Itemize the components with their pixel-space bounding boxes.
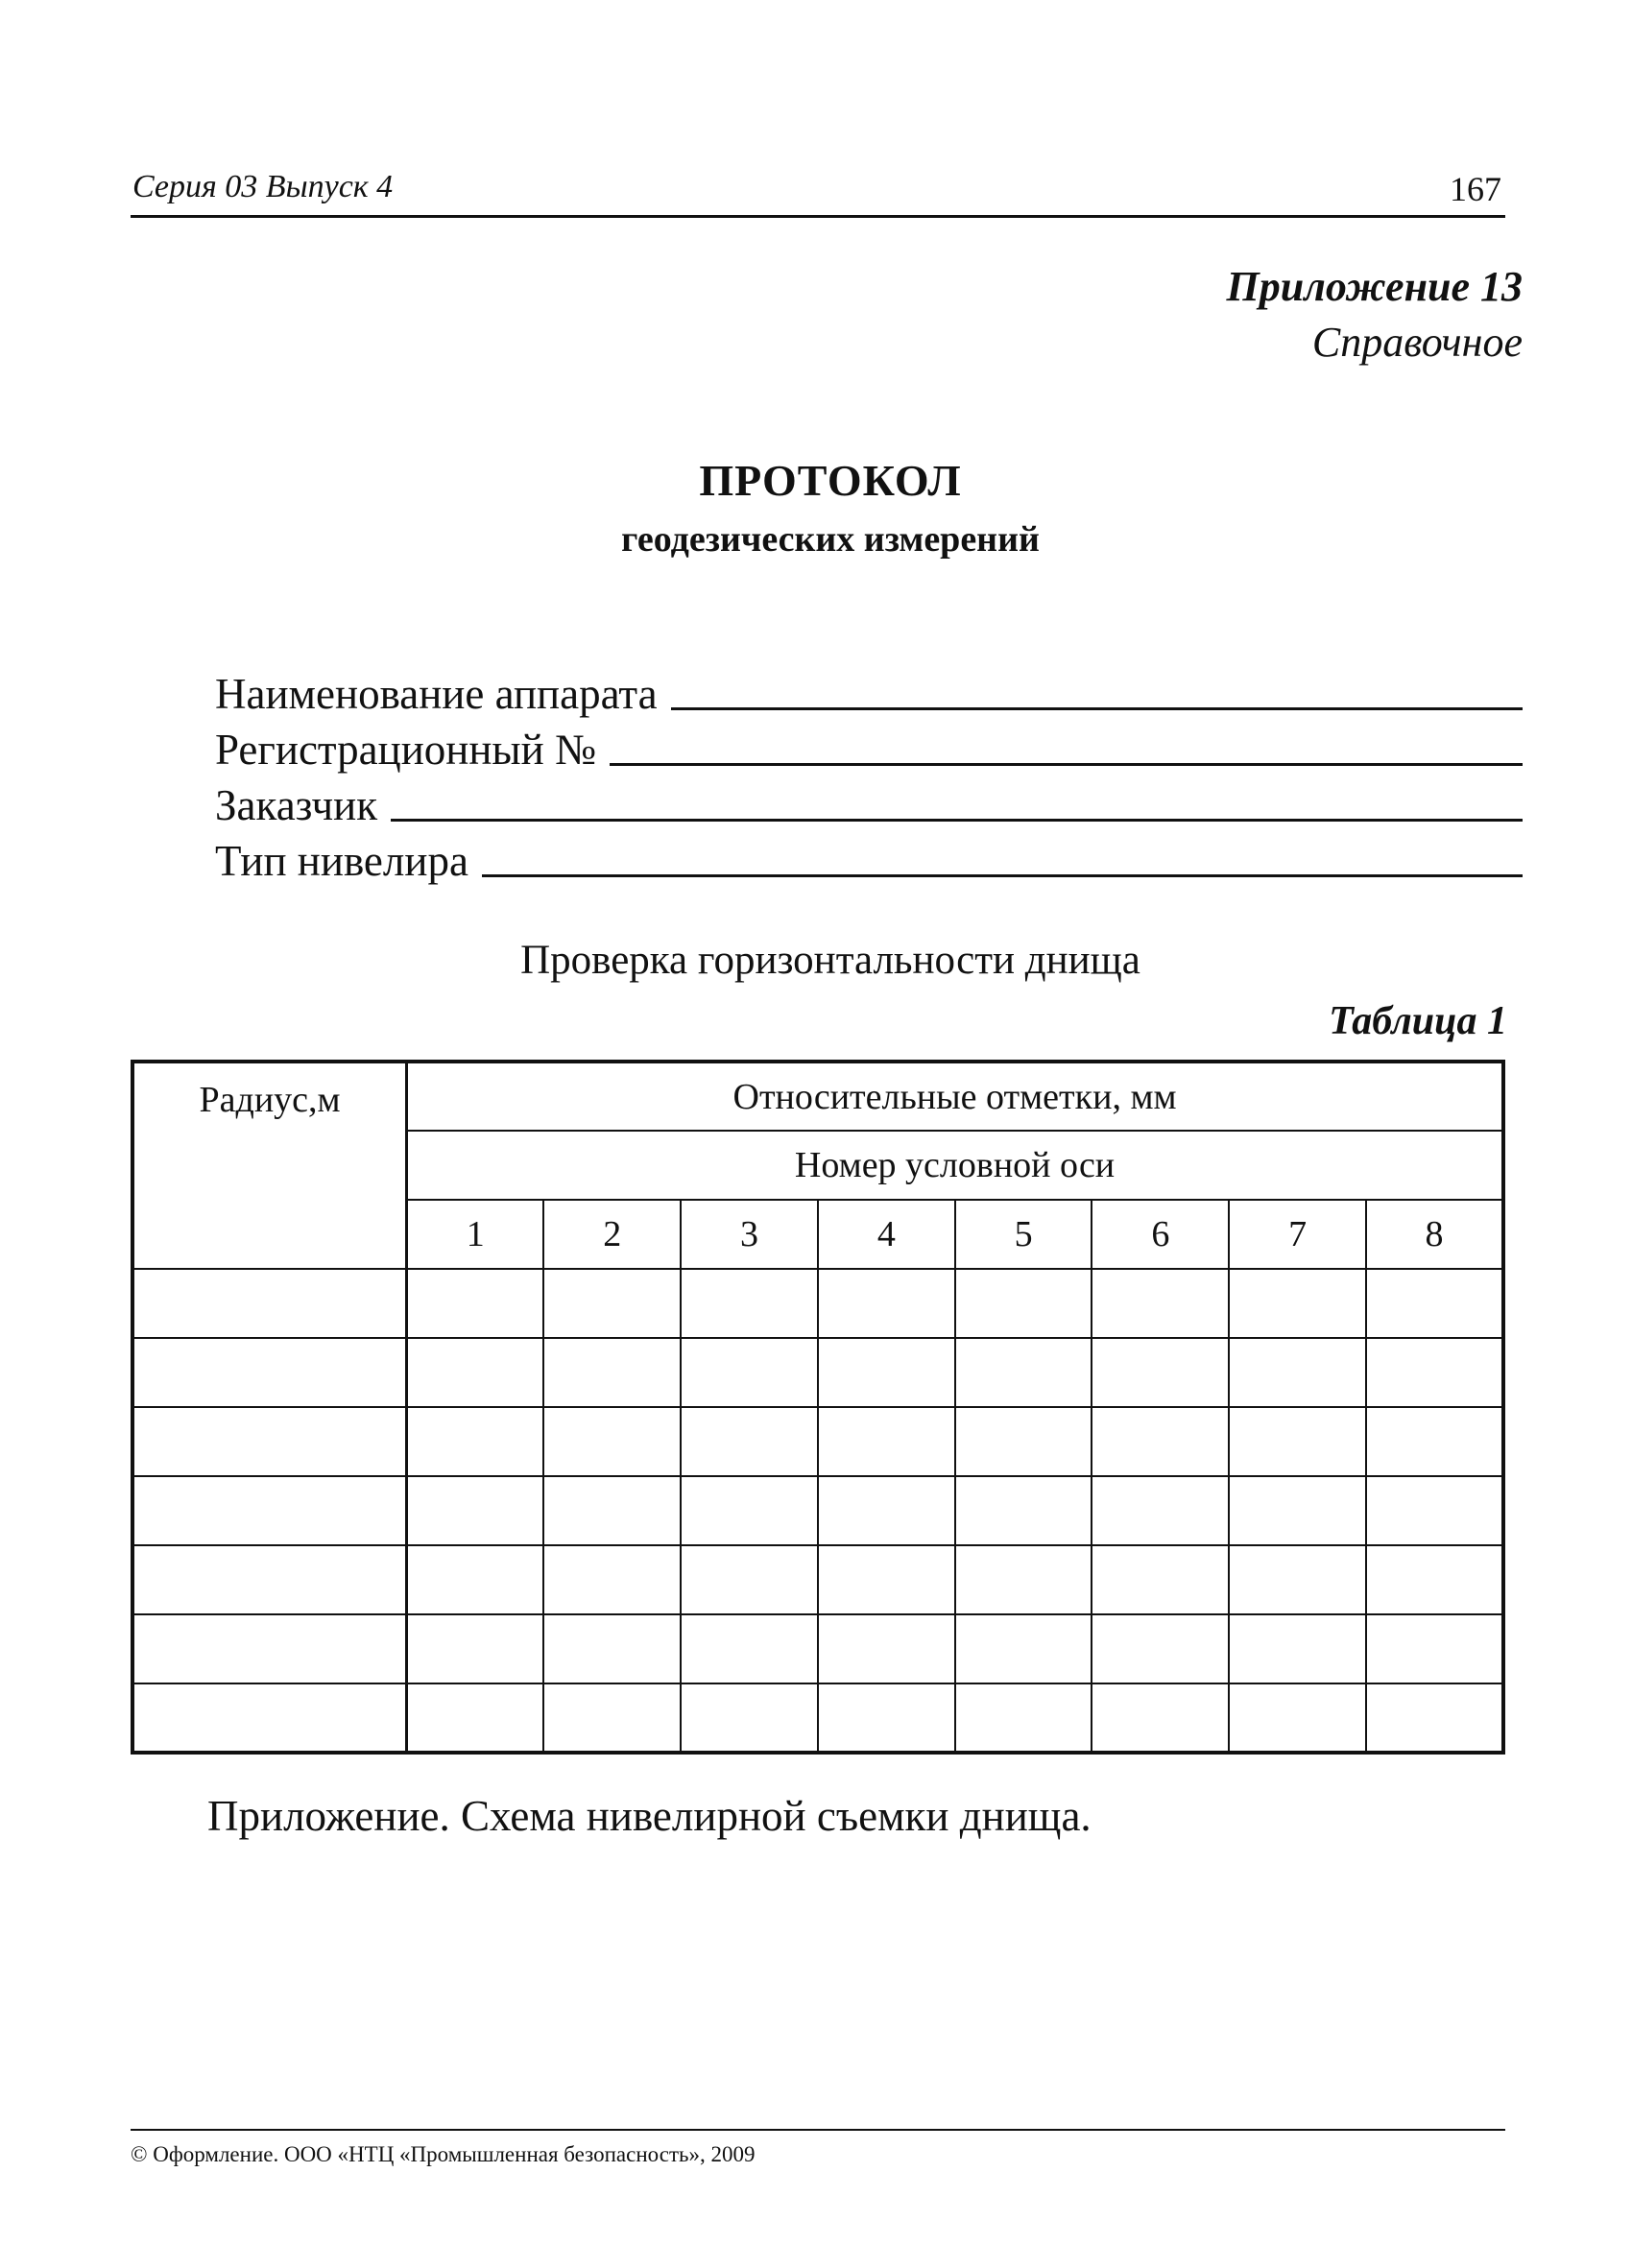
axis-number-header: Номер условной оси	[407, 1131, 1503, 1200]
mark-cell[interactable]	[1366, 1614, 1503, 1683]
mark-cell[interactable]	[1229, 1614, 1366, 1683]
table-row	[132, 1614, 1503, 1683]
mark-cell[interactable]	[681, 1338, 818, 1407]
radius-cell[interactable]	[132, 1683, 407, 1753]
mark-cell[interactable]	[543, 1269, 681, 1338]
table-row	[132, 1407, 1503, 1476]
mark-cell[interactable]	[543, 1338, 681, 1407]
mark-cell[interactable]	[681, 1545, 818, 1614]
appendix-block	[1227, 259, 1523, 370]
mark-cell[interactable]	[407, 1683, 544, 1753]
mark-cell[interactable]	[818, 1338, 955, 1407]
radius-header: Радиус,м	[132, 1062, 407, 1269]
mark-cell[interactable]	[955, 1683, 1092, 1753]
mark-cell[interactable]	[955, 1545, 1092, 1614]
table-row	[132, 1338, 1503, 1407]
mark-cell[interactable]	[407, 1614, 544, 1683]
mark-cell[interactable]	[1229, 1338, 1366, 1407]
mark-cell[interactable]	[681, 1269, 818, 1338]
table-caption: Проверка горизонтальности днища	[520, 938, 1140, 983]
mark-cell[interactable]	[1366, 1476, 1503, 1545]
mark-cell[interactable]	[407, 1269, 544, 1338]
mark-cell[interactable]	[407, 1476, 544, 1545]
mark-cell[interactable]	[543, 1545, 681, 1614]
mark-cell[interactable]	[1092, 1407, 1229, 1476]
radius-cell[interactable]	[132, 1545, 407, 1614]
mark-cell[interactable]	[955, 1338, 1092, 1407]
axis-number-cell: 5	[955, 1200, 1092, 1269]
table-row	[132, 1476, 1503, 1545]
fill-line[interactable]	[610, 763, 1523, 766]
axis-number-cell: 8	[1366, 1200, 1503, 1269]
series-label: Серия 03 Выпуск 4	[132, 169, 394, 204]
mark-cell[interactable]	[1092, 1545, 1229, 1614]
mark-cell[interactable]	[543, 1476, 681, 1545]
mark-cell[interactable]	[1366, 1269, 1503, 1338]
mark-cell[interactable]	[818, 1476, 955, 1545]
radius-cell[interactable]	[132, 1476, 407, 1545]
relative-marks-header: Относительные отметки, мм	[407, 1062, 1503, 1131]
mark-cell[interactable]	[1092, 1614, 1229, 1683]
mark-cell[interactable]	[543, 1614, 681, 1683]
mark-cell[interactable]	[543, 1683, 681, 1753]
table-row	[132, 1545, 1503, 1614]
copyright-footer: © Оформление. ООО «НТЦ «Промышленная безопасность», 2009	[131, 2129, 1505, 2167]
mark-cell[interactable]	[407, 1545, 544, 1614]
measurements-table	[131, 1060, 1505, 1755]
document-title: ПРОТОКОЛ	[699, 456, 962, 505]
mark-cell[interactable]	[681, 1683, 818, 1753]
mark-cell[interactable]	[1366, 1545, 1503, 1614]
axis-number-cell: 3	[681, 1200, 818, 1269]
mark-cell[interactable]	[955, 1614, 1092, 1683]
mark-cell[interactable]	[818, 1614, 955, 1683]
radius-cell[interactable]	[132, 1407, 407, 1476]
mark-cell[interactable]	[1092, 1269, 1229, 1338]
mark-cell[interactable]	[818, 1683, 955, 1753]
mark-cell[interactable]	[1229, 1407, 1366, 1476]
table-row	[132, 1683, 1503, 1753]
field-label: Тип нивелира	[215, 837, 468, 885]
mark-cell[interactable]	[681, 1476, 818, 1545]
mark-cell[interactable]	[818, 1269, 955, 1338]
table-header-row	[132, 1062, 1503, 1131]
mark-cell[interactable]	[818, 1545, 955, 1614]
fill-line[interactable]	[391, 819, 1523, 822]
mark-cell[interactable]	[681, 1407, 818, 1476]
axis-number-cell: 1	[407, 1200, 544, 1269]
mark-cell[interactable]	[1229, 1476, 1366, 1545]
mark-cell[interactable]	[818, 1407, 955, 1476]
mark-cell[interactable]	[955, 1407, 1092, 1476]
mark-cell[interactable]	[1092, 1338, 1229, 1407]
mark-cell[interactable]	[1229, 1545, 1366, 1614]
field-label: Наименование аппарата	[215, 670, 658, 718]
radius-cell[interactable]	[132, 1614, 407, 1683]
mark-cell[interactable]	[1229, 1269, 1366, 1338]
mark-cell[interactable]	[955, 1476, 1092, 1545]
mark-cell[interactable]	[681, 1614, 818, 1683]
document-subtitle: геодезических измерений	[621, 519, 1040, 560]
fill-line[interactable]	[671, 707, 1523, 710]
table-label: Таблица 1	[1329, 999, 1507, 1043]
mark-cell[interactable]	[543, 1407, 681, 1476]
field-apparatus-name	[215, 660, 1523, 716]
field-label: Заказчик	[215, 781, 378, 829]
radius-cell[interactable]	[132, 1338, 407, 1407]
axis-number-cell: 6	[1092, 1200, 1229, 1269]
mark-cell[interactable]	[955, 1269, 1092, 1338]
mark-cell[interactable]	[1366, 1683, 1503, 1753]
mark-cell[interactable]	[407, 1407, 544, 1476]
mark-cell[interactable]	[1366, 1338, 1503, 1407]
radius-cell[interactable]	[132, 1269, 407, 1338]
table-row	[132, 1269, 1503, 1338]
mark-cell[interactable]	[1366, 1407, 1503, 1476]
field-customer	[215, 772, 1523, 827]
field-level-type	[215, 827, 1523, 883]
axis-number-cell: 7	[1229, 1200, 1366, 1269]
axis-number-cell: 2	[543, 1200, 681, 1269]
field-label: Регистрационный №	[215, 726, 596, 774]
mark-cell[interactable]	[407, 1338, 544, 1407]
mark-cell[interactable]	[1229, 1683, 1366, 1753]
page-header	[131, 167, 1505, 218]
appendix-type: Справочное	[1311, 319, 1523, 366]
field-registration-number	[215, 716, 1523, 772]
page-number: 167	[1450, 170, 1501, 208]
appendix-number: Приложение 13	[1226, 263, 1523, 310]
appendix-note: Приложение. Схема нивелирной съемки днища.	[207, 1792, 1092, 1840]
axis-number-cell: 4	[818, 1200, 955, 1269]
mark-cell[interactable]	[1092, 1683, 1229, 1753]
mark-cell[interactable]	[1092, 1476, 1229, 1545]
fill-line[interactable]	[482, 874, 1523, 877]
